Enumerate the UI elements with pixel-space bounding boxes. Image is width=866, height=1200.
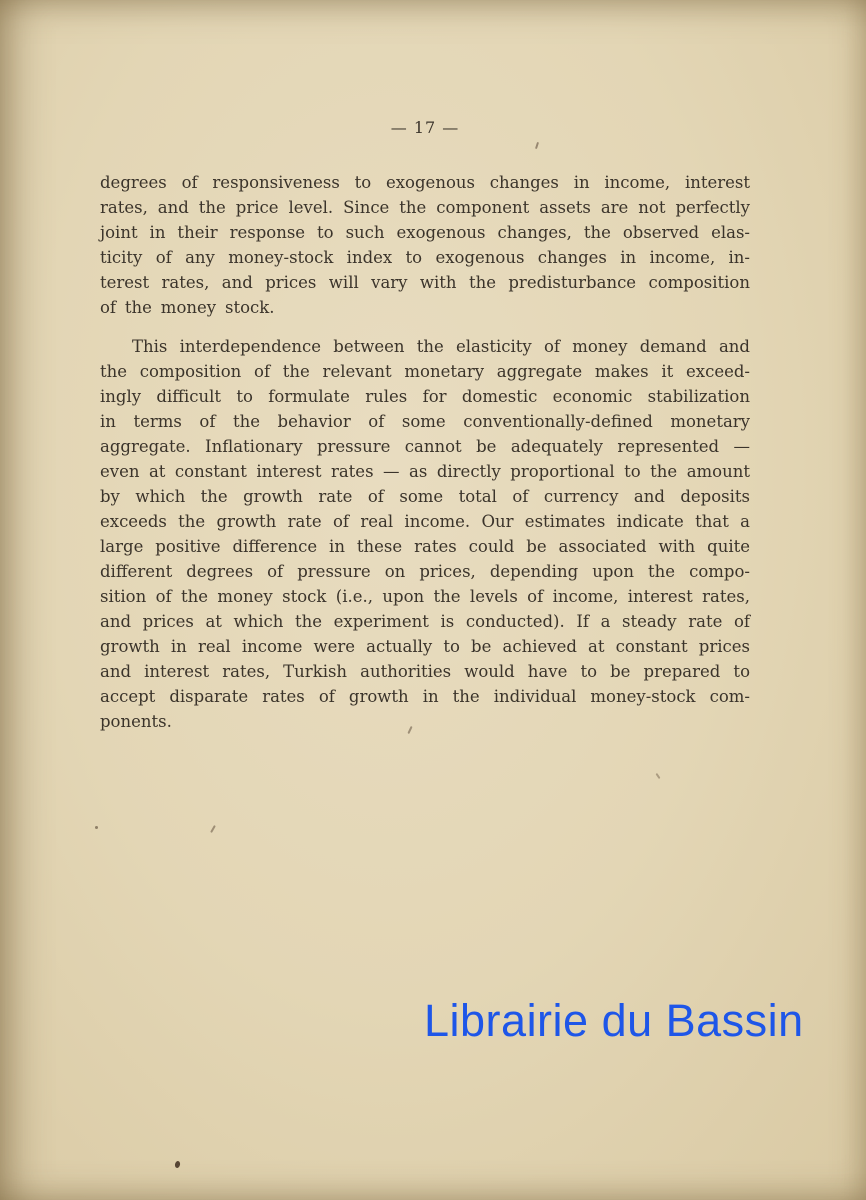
bookseller-watermark: Librairie du Bassin bbox=[424, 995, 804, 1046]
scan-speck bbox=[535, 142, 539, 149]
text-line: by which the growth rate of some total of currency and deposits bbox=[100, 487, 750, 506]
paragraph-1 bbox=[100, 170, 750, 320]
text-line: terest rates, and prices will vary with the predisturbance composition bbox=[100, 273, 750, 292]
text-line: even at constant interest rates — as directly proportional to the amount bbox=[100, 462, 750, 481]
text-line: ponents. bbox=[100, 712, 172, 731]
text-line: sition of the money stock (i.e., upon the levels of income, interest rates, bbox=[100, 587, 750, 606]
text-line: ticity of any money-stock index to exogenous changes in income, in- bbox=[100, 248, 750, 267]
text-line: This interdependence between the elasticity of money demand and bbox=[132, 337, 750, 356]
text-line: growth in real income were actually to be achieved at constant prices bbox=[100, 637, 750, 656]
paragraph-2 bbox=[100, 334, 750, 734]
text-line: the composition of the relevant monetary aggregate makes it exceed- bbox=[100, 362, 750, 381]
text-line: and interest rates, Turkish authorities would have to be prepared to bbox=[100, 662, 750, 681]
text-line: exceeds the growth rate of real income. Our estimates indicate that a bbox=[100, 512, 750, 531]
scan-speck bbox=[210, 825, 216, 833]
text-line: degrees of responsiveness to exogenous changes in income, interest bbox=[100, 173, 750, 192]
page-number: — 17 — bbox=[390, 118, 460, 137]
text-line: ingly difficult to formulate rules for domestic economic stabilization bbox=[100, 387, 750, 406]
text-line: in terms of the behavior of some conventionally-defined monetary bbox=[100, 412, 750, 431]
text-line: rates, and the price level. Since the component assets are not perfectly bbox=[100, 198, 750, 217]
text-line: and prices at which the experiment is conducted). If a steady rate of bbox=[100, 612, 750, 631]
text-line: accept disparate rates of growth in the individual money-stock com- bbox=[100, 687, 750, 706]
body-text bbox=[100, 170, 750, 734]
text-line: joint in their response to such exogenous changes, the observed elas- bbox=[100, 223, 750, 242]
text-line: large positive difference in these rates could be associated with quite bbox=[100, 537, 750, 556]
text-line: of the money stock. bbox=[100, 298, 275, 317]
scan-speck bbox=[95, 826, 98, 829]
scan-speck bbox=[174, 1160, 181, 1168]
text-line: different degrees of pressure on prices, depending upon the compo- bbox=[100, 562, 750, 581]
text-line: aggregate. Inflationary pressure cannot be adequately represented — bbox=[100, 437, 750, 456]
scan-speck bbox=[655, 773, 660, 779]
